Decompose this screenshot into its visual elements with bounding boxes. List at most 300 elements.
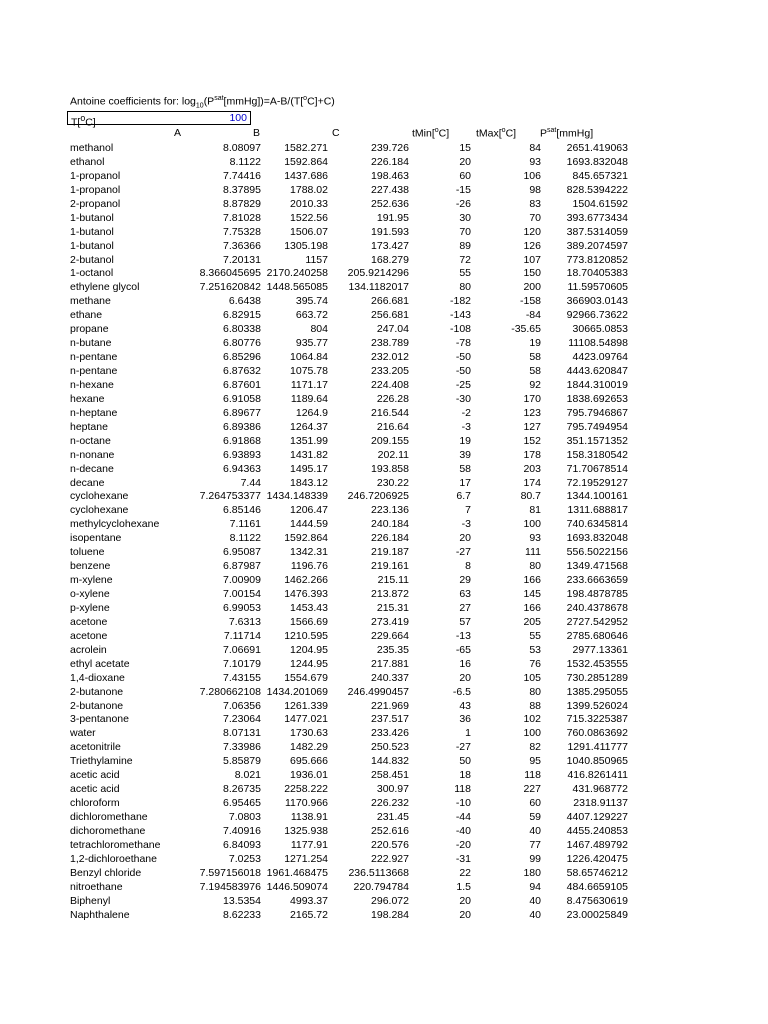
tmin-value[interactable]: -50	[455, 351, 471, 364]
coef-b[interactable]: 1936.01	[290, 769, 328, 782]
coef-a[interactable]: 7.0803	[228, 811, 261, 823]
coef-a[interactable]: 6.80338	[223, 323, 261, 336]
tmin-value[interactable]: 43	[459, 699, 471, 712]
coef-c[interactable]: 266.681	[371, 295, 409, 308]
coef-b[interactable]: 1592.864	[284, 155, 328, 168]
coef-c[interactable]: 233.426	[371, 727, 409, 740]
coef-a[interactable]: 8.62233	[223, 908, 261, 921]
coef-a[interactable]: 6.85296	[223, 351, 261, 364]
coef-a[interactable]: 8.08097	[223, 142, 261, 154]
compound-name[interactable]: o-xylene	[70, 588, 110, 600]
coef-b[interactable]: 1431.82	[290, 448, 328, 461]
tmax-value[interactable]: 99	[529, 852, 541, 865]
coef-b[interactable]: 1476.393	[284, 588, 328, 600]
coef-c[interactable]: 273.419	[371, 615, 409, 628]
tmin-value[interactable]: -27	[455, 546, 471, 559]
tmax-value[interactable]: 107	[523, 253, 541, 266]
compound-name[interactable]: hexane	[70, 392, 105, 405]
compound-name[interactable]: toluene	[70, 546, 105, 559]
compound-name[interactable]: Benzyl chloride	[70, 866, 142, 879]
compound-name[interactable]: isopentane	[70, 532, 122, 545]
psat-value[interactable]: 389.2074597	[566, 239, 628, 252]
coef-b[interactable]: 1961.468475	[266, 866, 328, 879]
compound-name[interactable]: 1,4-dioxane	[70, 671, 125, 684]
coef-a[interactable]: 7.10179	[223, 657, 261, 670]
coef-b[interactable]: 1206.47	[290, 504, 328, 517]
tmin-value[interactable]: 39	[459, 448, 471, 461]
tmax-value[interactable]: 106	[523, 169, 541, 182]
compound-name[interactable]: 2-propanol	[70, 197, 121, 210]
psat-value[interactable]: 2785.680646	[566, 629, 628, 642]
coef-b[interactable]: 1522.56	[290, 211, 328, 224]
psat-value[interactable]: 1385.295055	[566, 685, 628, 698]
compound-name[interactable]: 1-propanol	[70, 183, 121, 196]
coef-a[interactable]: 7.06356	[223, 699, 261, 712]
compound-name[interactable]: 1-propanol	[70, 169, 121, 182]
psat-value[interactable]: 11.59570605	[567, 281, 628, 294]
compound-name[interactable]: ethylene glycol	[70, 281, 140, 294]
coef-a[interactable]: 7.40916	[223, 824, 261, 837]
coef-c[interactable]: 220.576	[371, 838, 409, 851]
compound-name[interactable]: acetic acid	[70, 783, 120, 796]
tmax-value[interactable]: 100	[523, 727, 541, 740]
psat-value[interactable]: 2318.91137	[573, 797, 628, 810]
coef-a[interactable]: 7.33986	[223, 741, 261, 754]
psat-value[interactable]: 387.5314059	[566, 225, 628, 238]
coef-c[interactable]: 247.04	[376, 323, 409, 336]
psat-value[interactable]: 393.6773434	[566, 211, 628, 224]
psat-value[interactable]: 760.0863692	[566, 727, 628, 740]
coef-c[interactable]: 216.544	[371, 406, 409, 419]
coef-c[interactable]: 209.155	[371, 434, 409, 447]
coef-c[interactable]: 191.95	[376, 211, 409, 224]
coef-a[interactable]: 8.26735	[223, 783, 261, 796]
psat-value[interactable]: 198.4878785	[566, 588, 628, 600]
compound-name[interactable]: ethanol	[70, 155, 105, 168]
tmin-value[interactable]: -27	[455, 741, 471, 754]
coef-b[interactable]: 1448.565085	[266, 281, 328, 294]
coef-b[interactable]: 1210.595	[284, 629, 328, 642]
psat-value[interactable]: 484.6659105	[566, 880, 628, 893]
psat-value[interactable]: 4455.240853	[566, 824, 628, 837]
coef-b[interactable]: 1444.59	[290, 518, 328, 531]
compound-name[interactable]: Triethylamine	[70, 755, 133, 768]
tmax-value[interactable]: 60	[529, 797, 541, 810]
tmax-value[interactable]: 40	[529, 894, 541, 907]
tmin-value[interactable]: 63	[459, 588, 471, 600]
tmin-value[interactable]: -15	[455, 183, 471, 196]
tmin-value[interactable]: -20	[455, 838, 471, 851]
tmin-value[interactable]: 27	[459, 601, 471, 614]
psat-value[interactable]: 740.6345814	[566, 518, 628, 531]
psat-value[interactable]: 23.00025849	[566, 908, 628, 921]
tmax-value[interactable]: 84	[529, 142, 541, 154]
psat-value[interactable]: 8.475630619	[566, 894, 628, 907]
tmax-value[interactable]: 88	[529, 699, 541, 712]
psat-value[interactable]: 4407.129227	[566, 811, 628, 823]
tmax-value[interactable]: 227	[523, 783, 541, 796]
coef-a[interactable]: 6.93893	[223, 448, 261, 461]
psat-value[interactable]: 1311.688817	[567, 504, 628, 517]
coef-b[interactable]: 1075.78	[290, 365, 328, 377]
tmin-value[interactable]: -6.5	[452, 685, 471, 698]
coef-c[interactable]: 300.97	[376, 783, 409, 796]
coef-c[interactable]: 239.726	[371, 142, 409, 154]
coef-b[interactable]: 1264.37	[290, 420, 328, 433]
coef-c[interactable]: 215.31	[376, 601, 409, 614]
tmin-value[interactable]: 55	[459, 267, 471, 280]
psat-value[interactable]: 240.4378678	[566, 601, 628, 614]
coef-a[interactable]: 8.37895	[223, 183, 261, 196]
compound-name[interactable]: acetone	[70, 629, 108, 642]
coef-b[interactable]: 1554.679	[284, 671, 328, 684]
tmin-value[interactable]: 20	[459, 894, 471, 907]
coef-a[interactable]: 7.44	[240, 476, 261, 489]
coef-c[interactable]: 258.451	[371, 769, 409, 782]
tmax-value[interactable]: 80	[529, 685, 541, 698]
tmax-value[interactable]: 98	[529, 183, 541, 196]
coef-b[interactable]: 2258.222	[284, 783, 328, 796]
tmin-value[interactable]: 6.7	[456, 490, 471, 503]
compound-name[interactable]: cyclohexane	[70, 490, 129, 503]
tmax-value[interactable]: 203	[523, 462, 541, 475]
tmin-value[interactable]: 20	[459, 671, 471, 684]
psat-value[interactable]: 2651.419063	[566, 142, 628, 154]
tmax-value[interactable]: 93	[529, 155, 541, 168]
tmin-value[interactable]: 1.5	[456, 880, 471, 893]
coef-a[interactable]: 7.251620842	[199, 281, 261, 294]
tmax-value[interactable]: 93	[529, 532, 541, 545]
tmax-value[interactable]: 19	[529, 337, 541, 350]
compound-name[interactable]: chloroform	[70, 797, 120, 810]
coef-a[interactable]: 7.23064	[223, 713, 261, 726]
tmax-value[interactable]: 94	[529, 880, 541, 893]
tmax-value[interactable]: 105	[523, 671, 541, 684]
compound-name[interactable]: tetrachloromethane	[70, 838, 161, 851]
coef-a[interactable]: 6.95087	[223, 546, 261, 559]
psat-value[interactable]: 1693.832048	[566, 532, 628, 545]
tmax-value[interactable]: 80	[529, 560, 541, 573]
coef-c[interactable]: 252.636	[371, 197, 409, 210]
coef-a[interactable]: 7.20131	[223, 253, 261, 266]
psat-value[interactable]: 431.968772	[572, 783, 628, 796]
coef-b[interactable]: 804	[310, 323, 328, 336]
coef-c[interactable]: 233.205	[371, 365, 409, 377]
coef-a[interactable]: 6.89677	[223, 406, 261, 419]
compound-name[interactable]: n-nonane	[70, 448, 115, 461]
tmax-value[interactable]: 82	[529, 741, 541, 754]
tmax-value[interactable]: 205	[523, 615, 541, 628]
tmin-value[interactable]: 30	[459, 211, 471, 224]
tmax-value[interactable]: 59	[529, 811, 541, 823]
tmin-value[interactable]: 20	[459, 155, 471, 168]
tmax-value[interactable]: 180	[523, 866, 541, 879]
tmin-value[interactable]: -143	[449, 309, 471, 322]
tmin-value[interactable]: 70	[459, 225, 471, 238]
coef-a[interactable]: 8.366045695	[199, 267, 261, 280]
psat-value[interactable]: 416.8261411	[567, 769, 628, 782]
compound-name[interactable]: 1-butanol	[70, 225, 114, 238]
tmax-value[interactable]: 100	[523, 518, 541, 531]
tmax-value[interactable]: -35.65	[511, 323, 541, 336]
coef-a[interactable]: 6.80776	[223, 337, 261, 350]
coef-c[interactable]: 236.5113668	[348, 866, 409, 879]
coef-b[interactable]: 1566.69	[290, 615, 328, 628]
psat-value[interactable]: 2727.542952	[566, 615, 628, 628]
coef-a[interactable]: 6.85146	[223, 504, 261, 517]
coef-b[interactable]: 1170.966	[284, 797, 328, 810]
tmax-value[interactable]: 80.7	[520, 490, 541, 503]
tmin-value[interactable]: -2	[461, 406, 471, 419]
psat-value[interactable]: 233.6663659	[566, 574, 628, 587]
coef-a[interactable]: 6.91868	[223, 434, 261, 447]
coef-b[interactable]: 1453.43	[290, 601, 328, 614]
tmax-value[interactable]: 53	[529, 643, 541, 656]
tmin-value[interactable]: -65	[455, 643, 471, 656]
coef-c[interactable]: 240.337	[371, 671, 409, 684]
psat-value[interactable]: 366903.0143	[566, 295, 628, 308]
psat-value[interactable]: 828.5394222	[566, 183, 628, 196]
compound-name[interactable]: ethane	[70, 309, 103, 322]
tmax-value[interactable]: -158	[519, 295, 541, 308]
coef-c[interactable]: 252.616	[371, 824, 409, 837]
coef-c[interactable]: 222.927	[371, 852, 409, 865]
coef-c[interactable]: 198.463	[371, 169, 409, 182]
coef-b[interactable]: 1157	[305, 253, 328, 266]
compound-name[interactable]: ethyl acetate	[70, 657, 130, 670]
coef-b[interactable]: 1271.254	[284, 852, 328, 865]
tmax-value[interactable]: 58	[529, 365, 541, 377]
coef-c[interactable]: 226.184	[371, 155, 409, 168]
tmin-value[interactable]: -30	[455, 392, 471, 405]
compound-name[interactable]: methanol	[70, 142, 114, 154]
coef-b[interactable]: 935.77	[295, 337, 328, 350]
tmax-value[interactable]: 178	[523, 448, 541, 461]
tmax-value[interactable]: 145	[523, 588, 541, 600]
coef-c[interactable]: 226.28	[376, 392, 409, 405]
temperature-value[interactable]: 100	[229, 112, 247, 124]
compound-name[interactable]: dichloromethane	[70, 811, 148, 823]
coef-c[interactable]: 226.184	[371, 532, 409, 545]
compound-name[interactable]: propane	[70, 323, 109, 336]
coef-a[interactable]: 7.0253	[228, 852, 261, 865]
tmin-value[interactable]: -10	[455, 797, 471, 810]
compound-name[interactable]: n-hexane	[70, 378, 114, 391]
psat-value[interactable]: 58.65746212	[566, 866, 628, 879]
coef-a[interactable]: 6.91058	[223, 392, 261, 405]
tmax-value[interactable]: 95	[529, 755, 541, 768]
psat-value[interactable]: 795.7494954	[566, 420, 628, 433]
tmax-value[interactable]: 70	[529, 211, 541, 224]
tmax-value[interactable]: 150	[523, 267, 541, 280]
psat-value[interactable]: 1504.61592	[572, 197, 628, 210]
compound-name[interactable]: cyclohexane	[70, 504, 129, 517]
tmin-value[interactable]: -13	[455, 629, 471, 642]
coef-c[interactable]: 230.22	[376, 476, 409, 489]
compound-name[interactable]: p-xylene	[70, 601, 110, 614]
coef-c[interactable]: 221.969	[371, 699, 409, 712]
psat-value[interactable]: 773.8120852	[566, 253, 628, 266]
compound-name[interactable]: 1-butanol	[70, 211, 114, 224]
coef-c[interactable]: 250.523	[371, 741, 409, 754]
tmin-value[interactable]: 57	[459, 615, 471, 628]
coef-c[interactable]: 238.789	[371, 337, 409, 350]
compound-name[interactable]: acetic acid	[70, 769, 120, 782]
tmin-value[interactable]: 1	[465, 727, 471, 740]
tmin-value[interactable]: -3	[461, 420, 471, 433]
coef-b[interactable]: 1138.91	[290, 811, 328, 823]
tmax-value[interactable]: 111	[525, 546, 541, 559]
coef-b[interactable]: 1477.021	[284, 713, 328, 726]
coef-b[interactable]: 1482.29	[290, 741, 328, 754]
tmax-value[interactable]: 83	[529, 197, 541, 210]
psat-value[interactable]: 1532.453555	[566, 657, 628, 670]
coef-a[interactable]: 6.6438	[228, 295, 261, 308]
coef-b[interactable]: 1592.864	[284, 532, 328, 545]
coef-c[interactable]: 217.881	[371, 657, 409, 670]
coef-a[interactable]: 6.82915	[223, 309, 261, 322]
coef-c[interactable]: 198.284	[371, 908, 409, 921]
tmin-value[interactable]: -182	[449, 295, 471, 308]
coef-b[interactable]: 663.72	[295, 309, 328, 322]
coef-a[interactable]: 7.00154	[223, 588, 261, 600]
coef-b[interactable]: 1843.12	[290, 476, 328, 489]
psat-value[interactable]: 72.19529127	[566, 476, 628, 489]
coef-b[interactable]: 1264.9	[295, 406, 328, 419]
coef-c[interactable]: 256.681	[371, 309, 409, 322]
coef-b[interactable]: 1506.07	[290, 225, 328, 238]
coef-a[interactable]: 7.81028	[223, 211, 261, 224]
psat-value[interactable]: 730.2851289	[566, 671, 628, 684]
coef-b[interactable]: 1434.201069	[266, 685, 328, 698]
coef-b[interactable]: 2170.240258	[266, 267, 328, 280]
coef-b[interactable]: 1342.31	[290, 546, 328, 559]
tmin-value[interactable]: 50	[459, 755, 471, 768]
coef-c[interactable]: 213.872	[371, 588, 409, 600]
tmin-value[interactable]: 60	[459, 169, 471, 182]
compound-name[interactable]: n-octane	[70, 434, 111, 447]
tmin-value[interactable]: 20	[459, 908, 471, 921]
coef-a[interactable]: 6.95465	[223, 797, 261, 810]
coef-c[interactable]: 219.187	[371, 546, 409, 559]
psat-value[interactable]: 2977.13361	[572, 643, 628, 656]
coef-c[interactable]: 202.11	[377, 448, 409, 461]
tmax-value[interactable]: 152	[523, 434, 541, 447]
tmin-value[interactable]: -3	[461, 518, 471, 531]
coef-a[interactable]: 7.6313	[228, 615, 261, 628]
compound-name[interactable]: 1-butanol	[70, 239, 114, 252]
compound-name[interactable]: 2-butanone	[70, 685, 124, 698]
coef-a[interactable]: 7.264753377	[199, 490, 261, 503]
tmax-value[interactable]: 127	[523, 420, 541, 433]
coef-a[interactable]: 7.36366	[223, 239, 261, 252]
coef-c[interactable]: 191.593	[371, 225, 409, 238]
tmin-value[interactable]: 15	[459, 142, 471, 154]
coef-b[interactable]: 395.74	[295, 295, 328, 308]
coef-c[interactable]: 224.408	[371, 378, 409, 391]
coef-c[interactable]: 226.232	[371, 797, 409, 810]
psat-value[interactable]: 1693.832048	[566, 155, 628, 168]
tmax-value[interactable]: 200	[523, 281, 541, 294]
coef-b[interactable]: 1462.266	[284, 574, 328, 587]
coef-c[interactable]: 235.35	[376, 643, 409, 656]
coef-c[interactable]: 223.136	[371, 504, 409, 517]
psat-value[interactable]: 18.70405383	[566, 267, 628, 280]
coef-a[interactable]: 5.85879	[223, 755, 261, 768]
tmax-value[interactable]: 58	[529, 351, 541, 364]
coef-b[interactable]: 1495.17	[290, 462, 328, 475]
psat-value[interactable]: 1344.100161	[566, 490, 628, 503]
coef-b[interactable]: 1446.509074	[266, 880, 328, 893]
compound-name[interactable]: decane	[70, 476, 105, 489]
coef-c[interactable]: 232.012	[371, 351, 409, 364]
coef-c[interactable]: 296.072	[371, 894, 409, 907]
coef-c[interactable]: 215.11	[377, 574, 409, 587]
tmax-value[interactable]: 40	[529, 908, 541, 921]
tmax-value[interactable]: 118	[524, 769, 541, 782]
psat-value[interactable]: 1040.850965	[566, 755, 628, 768]
tmax-value[interactable]: -84	[525, 309, 541, 322]
compound-name[interactable]: n-pentane	[70, 351, 118, 364]
tmax-value[interactable]: 92	[529, 378, 541, 391]
compound-name[interactable]: n-pentane	[70, 365, 118, 377]
psat-value[interactable]: 92966.73622	[566, 309, 628, 322]
coef-a[interactable]: 6.89386	[223, 420, 261, 433]
compound-name[interactable]: 2-butanone	[70, 699, 124, 712]
psat-value[interactable]: 1226.420475	[566, 852, 628, 865]
tmin-value[interactable]: -25	[455, 378, 471, 391]
tmin-value[interactable]: -44	[455, 811, 471, 823]
coef-a[interactable]: 7.06691	[223, 643, 261, 656]
tmin-value[interactable]: -31	[455, 852, 471, 865]
psat-value[interactable]: 11108.54898	[568, 337, 628, 350]
tmax-value[interactable]: 170	[523, 392, 541, 405]
coef-a[interactable]: 6.94363	[223, 462, 261, 475]
coef-c[interactable]: 205.9214296	[347, 267, 409, 280]
tmax-value[interactable]: 126	[523, 239, 541, 252]
tmax-value[interactable]: 166	[523, 574, 541, 587]
coef-c[interactable]: 216.64	[376, 420, 409, 433]
coef-b[interactable]: 1437.686	[284, 169, 328, 182]
tmin-value[interactable]: 8	[465, 560, 471, 573]
coef-b[interactable]: 1261.339	[284, 699, 328, 712]
coef-c[interactable]: 219.161	[371, 560, 409, 573]
tmin-value[interactable]: -50	[455, 365, 471, 377]
coef-b[interactable]: 1196.76	[290, 560, 328, 573]
tmax-value[interactable]: 102	[523, 713, 541, 726]
psat-value[interactable]: 1291.411777	[567, 741, 628, 754]
psat-value[interactable]: 1844.310019	[566, 378, 628, 391]
coef-b[interactable]: 1204.95	[290, 643, 328, 656]
tmax-value[interactable]: 76	[529, 657, 541, 670]
coef-b[interactable]: 1171.17	[290, 378, 328, 391]
psat-value[interactable]: 795.7946867	[566, 406, 628, 419]
coef-b[interactable]: 1434.148339	[266, 490, 328, 503]
coef-b[interactable]: 1305.198	[284, 239, 328, 252]
coef-a[interactable]: 7.11714	[223, 629, 261, 642]
coef-a[interactable]: 7.280662108	[199, 685, 261, 698]
coef-c[interactable]: 231.45	[376, 811, 409, 823]
compound-name[interactable]: 3-pentanone	[70, 713, 129, 726]
psat-value[interactable]: 351.1571352	[566, 434, 628, 447]
compound-name[interactable]: n-butane	[70, 337, 112, 350]
tmax-value[interactable]: 123	[523, 406, 541, 419]
tmin-value[interactable]: 22	[459, 866, 471, 879]
tmin-value[interactable]: 72	[459, 253, 471, 266]
coef-b[interactable]: 695.666	[290, 755, 328, 768]
compound-name[interactable]: Naphthalene	[70, 908, 130, 921]
tmin-value[interactable]: 20	[459, 532, 471, 545]
